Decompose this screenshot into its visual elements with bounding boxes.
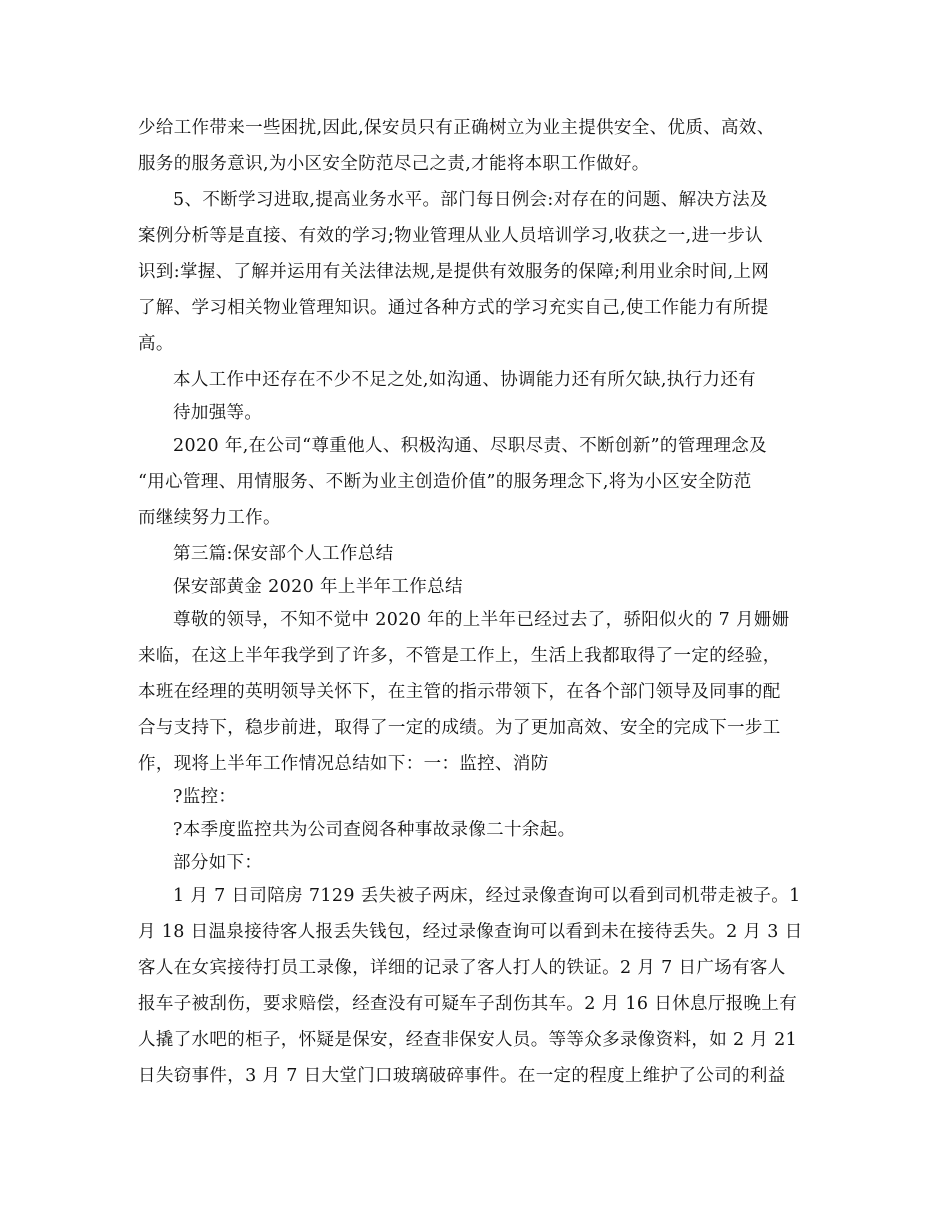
text-line: 而继续努力工作。 [138,508,281,528]
text-line: 合与支持下，稳步前进，取得了一定的成绩。为了更加高效、安全的完成下一步工 [138,718,781,738]
text-line: 月 18 日温泉接待客人报丢失钱包，经过录像查询可以看到未在接待丢失。2 月 3 日 [138,922,803,942]
text-line: 报车子被刮伤，要求赔偿，经查没有可疑车子刮伤其车。2 月 16 日休息厅报晚上有 [138,994,798,1014]
section-heading: 第三篇:保安部个人工作总结 [173,544,394,564]
text-line: 识到:掌握、了解并运用有关法律法规,是提供有效服务的保障;利用业余时间,上网 [138,262,770,282]
text-line: ?本季度监控共为公司查阅各种事故录像二十余起。 [173,820,576,840]
document-title: 保安部黄金 2020 年上半年工作总结 [173,577,463,597]
text-line: 案例分析等是直接、有效的学习;物业管理从业人员培训学习,收获之一,进一步认 [138,226,763,246]
text-line: 客人在女宾接待打员工录像，详细的记录了客人打人的铁证。2 月 7 日广场有客人 [138,958,786,978]
text-line: 高。 [138,334,174,354]
text-line: 1 月 7 日司陪房 7129 丢失被子两床，经过录像查询可以看到司机带走被子。1 [173,886,801,906]
text-line: 日失窃事件，3 月 7 日大堂门口玻璃破碎事件。在一定的程度上维护了公司的利益 [138,1066,786,1086]
text-line: 本班在经理的英明领导关怀下，在主管的指示带领下，在各个部门领导及同事的配 [138,682,781,702]
text-line: 2020 年,在公司“尊重他人、积极沟通、尽职尽责、不断创新”的管理理念及 [173,436,768,456]
text-line: “用心管理、用情服务、不断为业主创造价值”的服务理念下,将为小区安全防范 [138,472,752,492]
text-line: 了解、学习相关物业管理知识。通过各种方式的学习充实自己,使工作能力有所提 [138,298,769,318]
text-line: 待加强等。 [173,403,263,423]
text-line: 5、不断学习进取,提高业务水平。部门每日例会:对存在的问题、解决方法及 [173,190,768,210]
text-line: 服务的服务意识,为小区安全防范尽己之责,才能将本职工作做好。 [138,154,650,174]
text-line: 来临，在这上半年我学到了许多，不管是工作上，生活上我都取得了一定的经验， [138,646,781,666]
text-line: 尊敬的领导，不知不觉中 2020 年的上半年已经过去了，骄阳似火的 7 月姗姗 [173,610,790,630]
text-line: 本人工作中还存在不少不足之处,如沟通、协调能力还有所欠缺,执行力还有 [173,370,757,390]
text-line: 少给工作带来一些困扰,因此,保安员只有正确树立为业主提供安全、优质、高效、 [138,118,775,138]
text-line: 作，现将上半年工作情况总结如下：一：监控、消防 [138,754,549,774]
text-line: ?监控： [173,787,237,807]
text-line: 人撬了水吧的柜子，怀疑是保安，经查非保安人员。等等众多录像资料，如 2 月 21 [138,1030,798,1050]
text-line: 部分如下： [173,853,263,873]
